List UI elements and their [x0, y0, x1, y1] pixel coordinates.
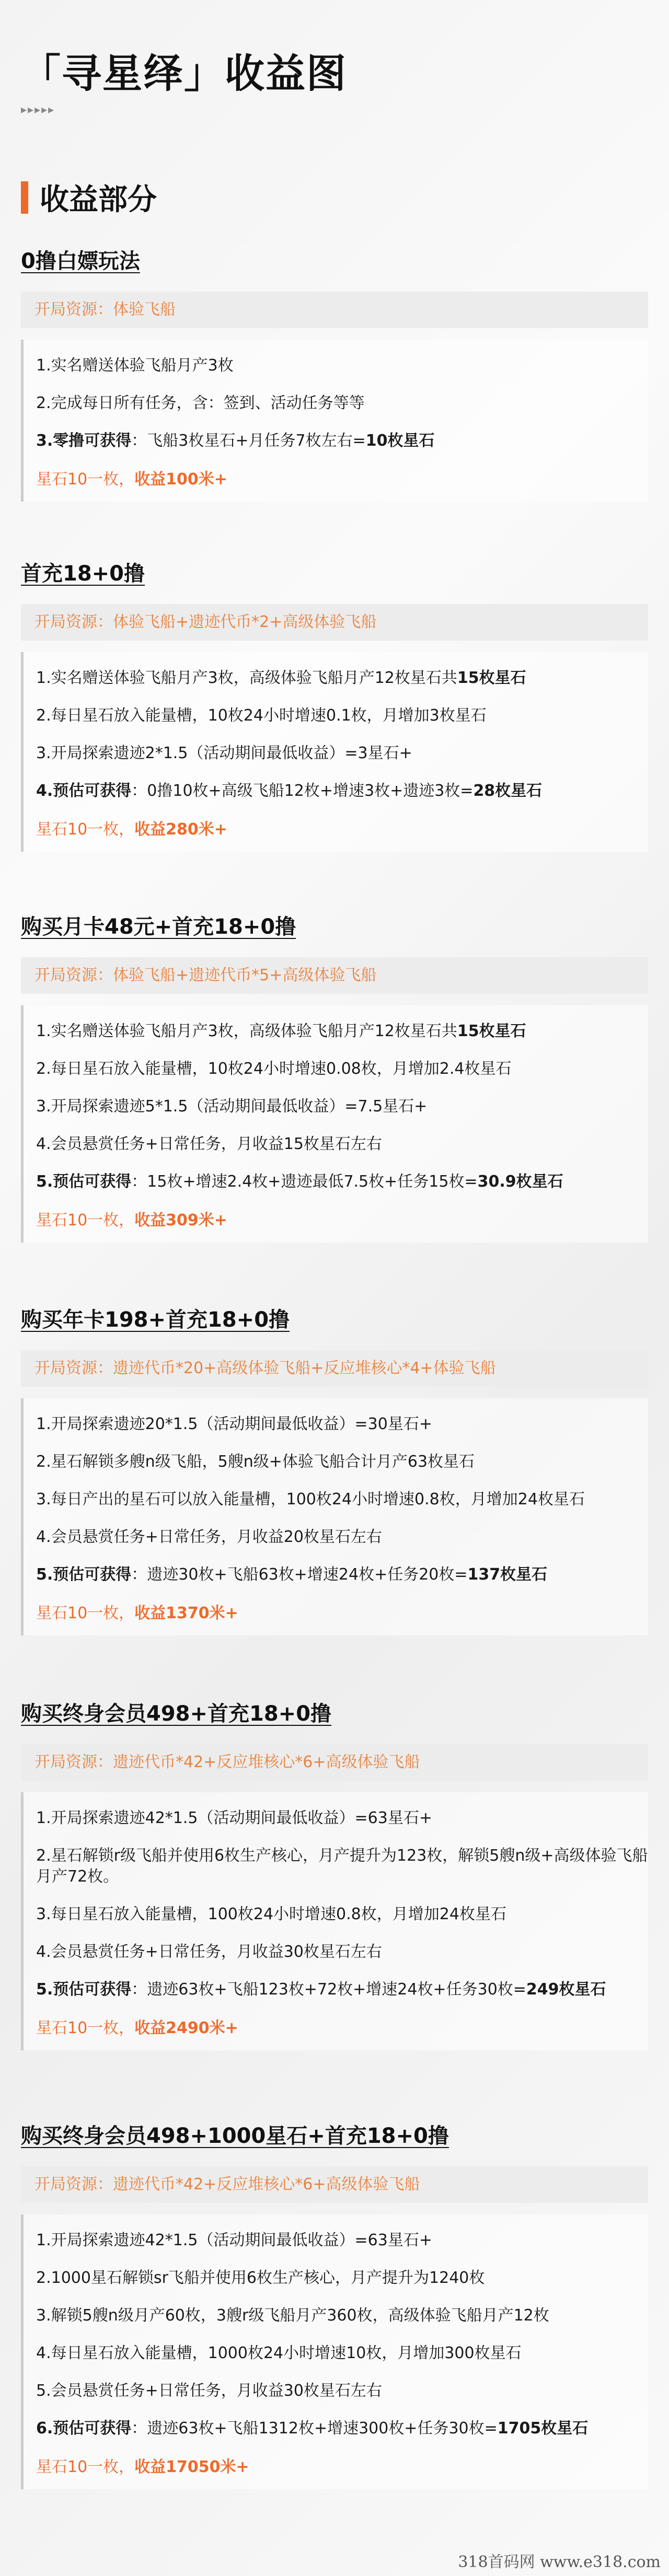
page-title: 「寻星绎」收益图: [21, 50, 347, 97]
site-watermark: 318首码网 www.e318.com: [458, 2553, 661, 2571]
plan-title: 购买终身会员498+1000星石+首充18+0撸: [21, 2124, 449, 2148]
starting-resources: 开局资源：体验飞船+遗迹代币*5+高级体验飞船: [21, 957, 648, 994]
plan-point: 1.实名赠送体验飞船月产3枚，高级体验飞船月产12枚星石共15枚星石: [36, 669, 526, 687]
plan-point: 4.会员悬赏任务+日常任务，月收益15枚星石左右: [36, 1135, 382, 1153]
plan-point: 1.开局探索遗迹20*1.5（活动期间最低收益）=30星石+: [36, 1415, 432, 1433]
plan-point: 3.开局探索遗迹2*1.5（活动期间最低收益）=3星石+: [36, 744, 412, 762]
plan-block: [21, 558, 648, 852]
section-header: [21, 177, 157, 218]
plan-block: [21, 246, 648, 502]
plan-point: 2.星石解锁r级飞船并使用6枚生产核心，月产提升为123枚，解锁5艘n级+高级体验飞船月产72枚。: [36, 1847, 648, 1886]
plan-point: 1.开局探索遗迹42*1.5（活动期间最低收益）=63星石+: [36, 2231, 432, 2249]
plan-point: 2.星石解锁多艘n级飞船，5艘n级+体验飞船合计月产63枚星石: [36, 1453, 475, 1471]
starting-resources: 开局资源：体验飞船: [21, 292, 648, 328]
starting-resources: 开局资源：体验飞船+遗迹代币*2+高级体验飞船: [21, 604, 648, 641]
section-title: 收益部分: [40, 183, 157, 217]
plan-point: 1.实名赠送体验飞船月产3枚，高级体验飞船月产12枚星石共15枚星石: [36, 1022, 526, 1040]
plan-point: 3.每日产出的星石可以放入能量槽，100枚24小时增速0.8枚，月增加24枚星石: [36, 1490, 585, 1509]
plan-points: [21, 1005, 648, 1243]
plan-summary: 星石10一枚，收益100米+: [36, 470, 227, 489]
plan-point: 4.会员悬赏任务+日常任务，月收益30枚星石左右: [36, 1943, 382, 1961]
plan-block: [21, 911, 648, 1243]
plan-point: 3.开局探索遗迹5*1.5（活动期间最低收益）=7.5星石+: [36, 1097, 428, 1116]
plan-point: 5.预估可获得：15枚+增速2.4枚+遗迹最低7.5枚+任务15枚=30.9枚星石: [36, 1173, 563, 1191]
plan-point: 3.零撸可获得：飞船3枚星石+月任务7枚左右=10枚星石: [36, 432, 435, 450]
plan-point: 5.会员悬赏任务+日常任务，月收益30枚星石左右: [36, 2382, 382, 2400]
plan-point: 6.预估可获得：遗迹63枚+飞船1312枚+增速300枚+任务30枚=1705枚星石: [36, 2419, 589, 2438]
plan-point: 2.完成每日所有任务，含：签到、活动任务等等: [36, 394, 365, 412]
plan-title: 购买月卡48元+首充18+0撸: [21, 915, 296, 939]
plan-summary: 星石10一枚，收益1370米+: [36, 1604, 238, 1622]
plan-summary: 星石10一枚，收益309米+: [36, 1211, 227, 1229]
plan-title: 购买终身会员498+首充18+0撸: [21, 1702, 332, 1726]
plan-block: [21, 1698, 648, 2050]
plan-point: 1.开局探索遗迹42*1.5（活动期间最低收益）=63星石+: [36, 1809, 432, 1827]
plan-point: 4.每日星石放入能量槽，1000枚24小时增速10枚，月增加300枚星石: [36, 2344, 522, 2362]
plan-title: 0撸白嫖玩法: [21, 249, 140, 273]
plan-summary: 星石10一枚，收益17050米+: [36, 2458, 249, 2476]
plan-points: [21, 1398, 648, 1635]
plan-point: 2.每日星石放入能量槽，10枚24小时增速0.1枚，月增加3枚星石: [36, 706, 487, 725]
starting-resources: 开局资源：遗迹代币*42+反应堆核心*6+高级体验飞船: [21, 1744, 648, 1781]
plan-points: [21, 1792, 648, 2050]
plan-point: 4.会员悬赏任务+日常任务，月收益20枚星石左右: [36, 1528, 382, 1546]
arrow-decoration-icon: ▸▸▸▸▸: [21, 103, 55, 117]
plan-title: 首充18+0撸: [21, 562, 145, 586]
plan-point: 2.1000星石解锁sr飞船并使用6枚生产核心，月产提升为1240枚: [36, 2269, 485, 2287]
section-accent-bar: [21, 181, 28, 214]
plan-block: [21, 2120, 648, 2489]
plan-point: 2.每日星石放入能量槽，10枚24小时增速0.08枚，月增加2.4枚星石: [36, 1060, 512, 1078]
plan-summary: 星石10一枚，收益2490米+: [36, 2019, 238, 2037]
plan-block: [21, 1304, 648, 1635]
plan-point: 4.预估可获得：0撸10枚+高级飞船12枚+增速3枚+遗迹3枚=28枚星石: [36, 782, 543, 800]
starting-resources: 开局资源：遗迹代币*42+反应堆核心*6+高级体验飞船: [21, 2166, 648, 2203]
starting-resources: 开局资源：遗迹代币*20+高级体验飞船+反应堆核心*4+体验飞船: [21, 1350, 648, 1387]
plan-point: 3.每日星石放入能量槽，100枚24小时增速0.8枚，月增加24枚星石: [36, 1905, 506, 1923]
plan-point: 3.解锁5艘n级月产60枚，3艘r级飞船月产360枚，高级体验飞船月产12枚: [36, 2306, 549, 2325]
plan-points: [21, 340, 648, 502]
plan-point: 1.实名赠送体验飞船月产3枚: [36, 356, 234, 375]
plan-points: [21, 652, 648, 852]
plan-points: [21, 2214, 648, 2489]
plan-summary: 星石10一枚，收益280米+: [36, 820, 227, 839]
plan-point: 5.预估可获得：遗迹63枚+飞船123枚+72枚+增速24枚+任务30枚=249枚星石: [36, 1980, 606, 1999]
plan-point: 5.预估可获得：遗迹30枚+飞船63枚+增速24枚+任务20枚=137枚星石: [36, 1565, 548, 1584]
plan-title: 购买年卡198+首充18+0撸: [21, 1308, 290, 1332]
